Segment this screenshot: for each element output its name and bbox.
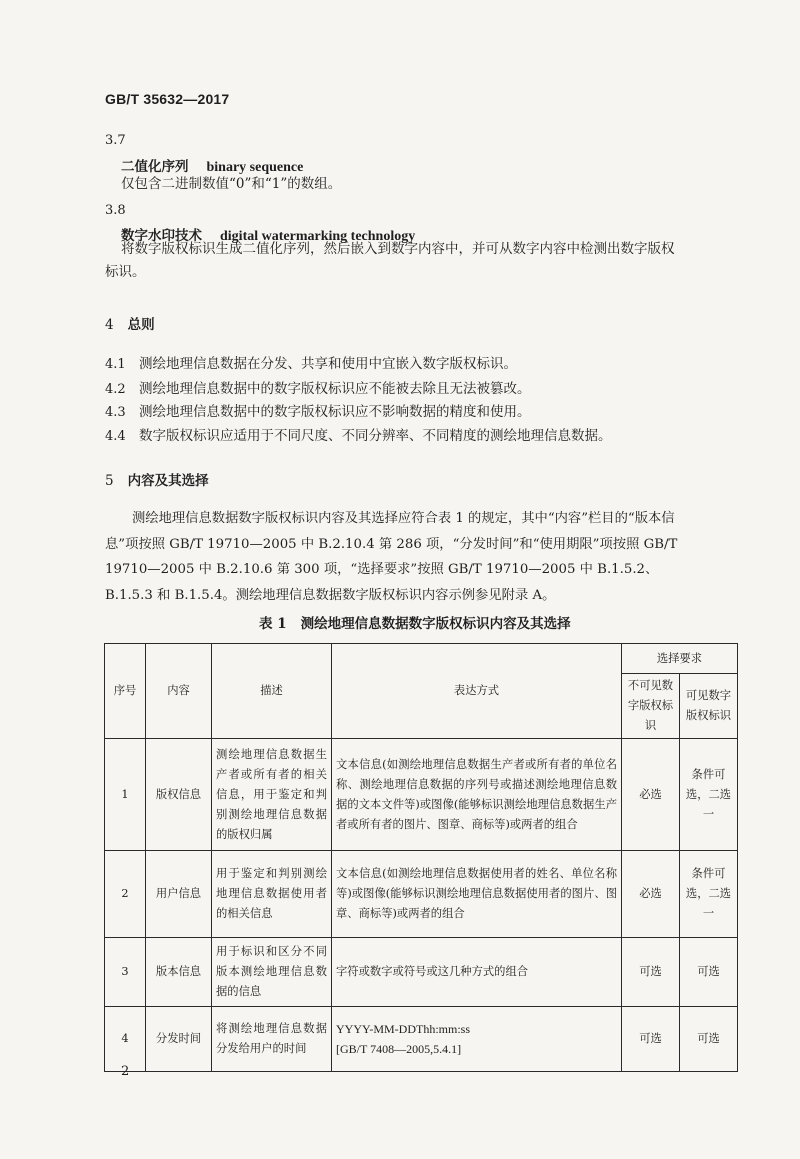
clause-4-3 (105, 400, 531, 420)
table-header-row (105, 644, 738, 674)
row-description: 将测绘地理信息数据分发给用户的时间 (212, 1007, 332, 1072)
section-title: 总则 (127, 317, 155, 333)
table-row (105, 1007, 738, 1072)
row-visible-requirement: 条件可选，二选一 (680, 739, 738, 851)
table-title: 测绘地理信息数据数字版权标识内容及其选择 (300, 616, 571, 632)
standard-number-header: GB/T 35632—2017 (105, 91, 230, 107)
section-title: 内容及其选择 (127, 473, 209, 489)
row-invisible-requirement: 可选 (622, 1007, 680, 1072)
row-content: 版本信息 (146, 938, 212, 1007)
row-content: 用户信息 (146, 851, 212, 938)
row-invisible-requirement: 必选 (622, 851, 680, 938)
clause-text: 测绘地理信息数据中的数字版权标识应不能被去除且无法被篡改。 (139, 381, 531, 397)
row-seq: 3 (105, 938, 146, 1007)
clause-4-1 (105, 352, 517, 372)
row-description: 测绘地理信息数据生产者或所有者的相关信息，用于鉴定和判别测绘地理信息数据的版权归属 (212, 739, 332, 851)
row-visible-requirement: 可选 (680, 938, 738, 1007)
section-5-paragraph: 测绘地理信息数据数字版权标识内容及其选择应符合表 1 的规定，其中“内容”栏目的“版本信息”项按照 GB/T 19710—2005 中 B.2.10.4 第 286 项，“分发时间”和“使用期限”项按照 GB/T 19710—2005 中 B.2.10.6 第 300 项，“选择要求”按照 GB/T 19710—2005 中 B.1.5.2、B.1.5.3 和 B.1.5.4。测绘地理信息数据数字版权标识内容示例参见附录 A。 (105, 511, 678, 603)
expression-format: YYYY-MM-DDThh:mm:ss (336, 1022, 471, 1036)
row-seq: 1 (105, 739, 146, 851)
term-english: binary sequence (206, 160, 304, 175)
clause-3-8-number: 3.8 (105, 203, 126, 218)
term-chinese: 二值化序列 (121, 159, 189, 175)
clause-number: 4.1 (105, 357, 126, 372)
clause-number: 4.3 (105, 405, 126, 420)
clause-3-8-definition-line1: 将数字版权标识生成二值化序列，然后嵌入到数字内容中，并可从数字内容中检测出数字版权 (121, 241, 675, 257)
expression-reference: [GB/T 7408—2005,5.4.1] (336, 1042, 462, 1056)
row-seq: 2 (105, 851, 146, 938)
header-description: 描述 (212, 644, 332, 739)
header-visible-mark: 可见数字版权标识 (680, 674, 738, 739)
section-4-heading (105, 313, 155, 333)
table-row (105, 938, 738, 1007)
header-content: 内容 (146, 644, 212, 739)
row-invisible-requirement: 可选 (622, 938, 680, 1007)
clause-text: 测绘地理信息数据中的数字版权标识应不影响数据的精度和使用。 (139, 404, 531, 420)
term-chinese: 数字水印技术 (121, 228, 202, 244)
page-number: 2 (121, 1064, 130, 1079)
clause-4-2 (105, 377, 531, 397)
header-expression: 表达方式 (332, 644, 622, 739)
section-number: 5 (105, 473, 114, 489)
table-row (105, 851, 738, 938)
clause-4-4 (105, 424, 612, 444)
row-seq: 4 (105, 1007, 146, 1072)
clause-number: 4.4 (105, 429, 126, 444)
clause-number: 4.2 (105, 382, 126, 397)
row-expression (332, 1007, 622, 1072)
section-5-heading (105, 469, 209, 489)
section-number: 4 (105, 317, 114, 333)
table-number: 表 1 (259, 616, 287, 632)
clause-text: 数字版权标识应适用于不同尺度、不同分辨率、不同精度的测绘地理信息数据。 (139, 428, 612, 444)
row-description: 用于鉴定和判别测绘地理信息数据使用者的相关信息 (212, 851, 332, 938)
table-1-caption (259, 612, 571, 632)
clause-3-7-definition: 仅包含二进制数值“0”和“1”的数组。 (121, 176, 342, 192)
row-expression: 字符或数字或符号或这几种方式的组合 (332, 938, 622, 1007)
row-invisible-requirement: 必选 (622, 739, 680, 851)
header-invisible-mark: 不可见数字版权标识 (622, 674, 680, 739)
row-visible-requirement: 可选 (680, 1007, 738, 1072)
row-content: 分发时间 (146, 1007, 212, 1072)
row-description: 用于标识和区分不同版本测绘地理信息数据的信息 (212, 938, 332, 1007)
header-selection: 选择要求 (622, 644, 738, 674)
header-seq: 序号 (105, 644, 146, 739)
row-expression: 文本信息(如测绘地理信息数据使用者的姓名、单位名称等)或图像(能够标识测绘地理信息数据使用者的图片、图章、商标等)或两者的组合 (332, 851, 622, 938)
clause-3-8-definition-line2: 标识。 (105, 264, 146, 280)
table-1 (104, 643, 738, 1072)
clause-text: 测绘地理信息数据在分发、共享和使用中宜嵌入数字版权标识。 (139, 356, 517, 372)
clause-3-7-number: 3.7 (105, 133, 126, 148)
table-row (105, 739, 738, 851)
row-content: 版权信息 (146, 739, 212, 851)
row-visible-requirement: 条件可选，二选一 (680, 851, 738, 938)
term-english: digital watermarking technology (220, 229, 416, 244)
row-expression: 文本信息(如测绘地理信息数据生产者或所有者的单位名称、测绘地理信息数据的序列号或描述测绘地理信息数据的文本文件等)或图像(能够标识测绘地理信息数据生产者或所有者的图片、图章、商标等)或两者的组合 (332, 739, 622, 851)
